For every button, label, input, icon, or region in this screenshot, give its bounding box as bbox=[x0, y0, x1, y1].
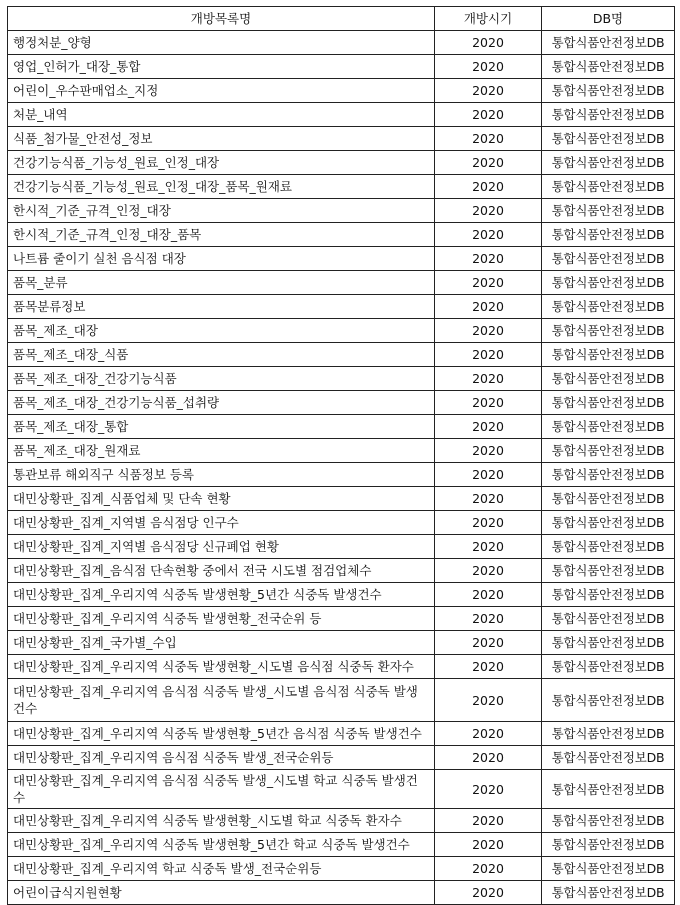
cell-year: 2020 bbox=[435, 343, 542, 367]
cell-name: 대민상황판_집계_우리지역 음식점 식중독 발생_전국순위등 bbox=[8, 746, 435, 770]
table-row bbox=[8, 343, 675, 367]
table-row bbox=[8, 247, 675, 271]
cell-name: 건강기능식품_기능성_원료_인정_대장 bbox=[8, 151, 435, 175]
cell-year: 2020 bbox=[435, 583, 542, 607]
cell-year: 2020 bbox=[435, 607, 542, 631]
cell-db: 통합식품안전정보DB bbox=[542, 770, 675, 809]
cell-db: 통합식품안전정보DB bbox=[542, 103, 675, 127]
cell-name: 품목_제조_대장_통합 bbox=[8, 415, 435, 439]
table-row bbox=[8, 439, 675, 463]
cell-name: 대민상황판_집계_우리지역 식중독 발생현황_시도별 학교 식중독 환자수 bbox=[8, 809, 435, 833]
cell-year: 2020 bbox=[435, 631, 542, 655]
table-row bbox=[8, 175, 675, 199]
cell-name: 대민상황판_집계_우리지역 식중독 발생현황_5년간 식중독 발생건수 bbox=[8, 583, 435, 607]
cell-db: 통합식품안전정보DB bbox=[542, 631, 675, 655]
cell-year: 2020 bbox=[435, 271, 542, 295]
cell-year: 2020 bbox=[435, 881, 542, 905]
cell-name: 품목_제조_대장_원재료 bbox=[8, 439, 435, 463]
table-row bbox=[8, 679, 675, 722]
cell-year: 2020 bbox=[435, 199, 542, 223]
cell-db: 통합식품안전정보DB bbox=[542, 655, 675, 679]
cell-name: 어린이_우수판매업소_지정 bbox=[8, 79, 435, 103]
header-name: 개방목록명 bbox=[8, 7, 435, 31]
cell-name: 대민상황판_집계_우리지역 음식점 식중독 발생_시도별 학교 식중독 발생건수 bbox=[8, 770, 435, 809]
cell-year: 2020 bbox=[435, 463, 542, 487]
cell-db: 통합식품안전정보DB bbox=[542, 722, 675, 746]
table-row bbox=[8, 79, 675, 103]
cell-name: 건강기능식품_기능성_원료_인정_대장_품목_원재료 bbox=[8, 175, 435, 199]
cell-db: 통합식품안전정보DB bbox=[542, 127, 675, 151]
cell-name: 한시적_기준_규격_인정_대장 bbox=[8, 199, 435, 223]
cell-year: 2020 bbox=[435, 319, 542, 343]
cell-name: 품목_제조_대장_식품 bbox=[8, 343, 435, 367]
cell-year: 2020 bbox=[435, 367, 542, 391]
table-row bbox=[8, 487, 675, 511]
cell-year: 2020 bbox=[435, 559, 542, 583]
table-header-row bbox=[8, 7, 675, 31]
cell-db: 통합식품안전정보DB bbox=[542, 223, 675, 247]
cell-year: 2020 bbox=[435, 746, 542, 770]
cell-year: 2020 bbox=[435, 79, 542, 103]
cell-db: 통합식품안전정보DB bbox=[542, 746, 675, 770]
cell-db: 통합식품안전정보DB bbox=[542, 511, 675, 535]
table-row bbox=[8, 199, 675, 223]
cell-db: 통합식품안전정보DB bbox=[542, 367, 675, 391]
cell-db: 통합식품안전정보DB bbox=[542, 881, 675, 905]
table-row bbox=[8, 367, 675, 391]
cell-name: 대민상황판_집계_식품업체 및 단속 현황 bbox=[8, 487, 435, 511]
table-row bbox=[8, 809, 675, 833]
table-row bbox=[8, 857, 675, 881]
cell-year: 2020 bbox=[435, 809, 542, 833]
cell-db: 통합식품안전정보DB bbox=[542, 319, 675, 343]
table-row bbox=[8, 535, 675, 559]
cell-year: 2020 bbox=[435, 679, 542, 722]
cell-db: 통합식품안전정보DB bbox=[542, 415, 675, 439]
cell-db: 통합식품안전정보DB bbox=[542, 151, 675, 175]
cell-name: 대민상황판_집계_음식점 단속현황 중에서 전국 시도별 점검업체수 bbox=[8, 559, 435, 583]
cell-year: 2020 bbox=[435, 655, 542, 679]
cell-name: 대민상황판_집계_우리지역 식중독 발생현황_전국순위 등 bbox=[8, 607, 435, 631]
table-row bbox=[8, 746, 675, 770]
table-body bbox=[8, 31, 675, 905]
cell-db: 통합식품안전정보DB bbox=[542, 55, 675, 79]
cell-year: 2020 bbox=[435, 535, 542, 559]
cell-name: 식품_첨가물_안전성_정보 bbox=[8, 127, 435, 151]
cell-db: 통합식품안전정보DB bbox=[542, 809, 675, 833]
cell-db: 통합식품안전정보DB bbox=[542, 391, 675, 415]
cell-db: 통합식품안전정보DB bbox=[542, 271, 675, 295]
cell-year: 2020 bbox=[435, 151, 542, 175]
cell-name: 대민상황판_집계_지역별 음식점당 신규폐업 현황 bbox=[8, 535, 435, 559]
cell-year: 2020 bbox=[435, 55, 542, 79]
table-row bbox=[8, 463, 675, 487]
cell-db: 통합식품안전정보DB bbox=[542, 343, 675, 367]
cell-year: 2020 bbox=[435, 415, 542, 439]
cell-db: 통합식품안전정보DB bbox=[542, 559, 675, 583]
cell-name: 영업_인허가_대장_통합 bbox=[8, 55, 435, 79]
cell-year: 2020 bbox=[435, 857, 542, 881]
cell-name: 통관보류 해외직구 식품정보 등록 bbox=[8, 463, 435, 487]
cell-db: 통합식품안전정보DB bbox=[542, 535, 675, 559]
cell-db: 통합식품안전정보DB bbox=[542, 679, 675, 722]
table-row bbox=[8, 655, 675, 679]
cell-name: 처분_내역 bbox=[8, 103, 435, 127]
table-row bbox=[8, 319, 675, 343]
table-row bbox=[8, 631, 675, 655]
table-row bbox=[8, 295, 675, 319]
cell-year: 2020 bbox=[435, 511, 542, 535]
table-row bbox=[8, 607, 675, 631]
table-row bbox=[8, 559, 675, 583]
cell-name: 품목분류정보 bbox=[8, 295, 435, 319]
cell-db: 통합식품안전정보DB bbox=[542, 199, 675, 223]
cell-db: 통합식품안전정보DB bbox=[542, 857, 675, 881]
cell-year: 2020 bbox=[435, 833, 542, 857]
cell-db: 통합식품안전정보DB bbox=[542, 247, 675, 271]
table-row bbox=[8, 722, 675, 746]
cell-name: 품목_제조_대장_건강기능식품_섭취량 bbox=[8, 391, 435, 415]
cell-name: 나트륨 줄이기 실천 음식점 대장 bbox=[8, 247, 435, 271]
cell-name: 품목_분류 bbox=[8, 271, 435, 295]
table-row bbox=[8, 271, 675, 295]
cell-name: 대민상황판_집계_우리지역 음식점 식중독 발생_시도별 음식점 식중독 발생건수 bbox=[8, 679, 435, 722]
table-row bbox=[8, 583, 675, 607]
cell-db: 통합식품안전정보DB bbox=[542, 487, 675, 511]
cell-name: 대민상황판_집계_우리지역 학교 식중독 발생_전국순위등 bbox=[8, 857, 435, 881]
table-row bbox=[8, 833, 675, 857]
cell-name: 어린이급식지원현황 bbox=[8, 881, 435, 905]
table-row bbox=[8, 127, 675, 151]
cell-name: 대민상황판_집계_국가별_수입 bbox=[8, 631, 435, 655]
cell-name: 대민상황판_집계_우리지역 식중독 발생현황_5년간 음식점 식중독 발생건수 bbox=[8, 722, 435, 746]
cell-db: 통합식품안전정보DB bbox=[542, 439, 675, 463]
cell-db: 통합식품안전정보DB bbox=[542, 833, 675, 857]
cell-year: 2020 bbox=[435, 223, 542, 247]
cell-year: 2020 bbox=[435, 175, 542, 199]
table-row bbox=[8, 151, 675, 175]
table-row bbox=[8, 770, 675, 809]
cell-name: 대민상황판_집계_우리지역 식중독 발생현황_시도별 음식점 식중독 환자수 bbox=[8, 655, 435, 679]
cell-year: 2020 bbox=[435, 391, 542, 415]
table-row bbox=[8, 55, 675, 79]
cell-db: 통합식품안전정보DB bbox=[542, 175, 675, 199]
table-row bbox=[8, 881, 675, 905]
cell-year: 2020 bbox=[435, 295, 542, 319]
cell-year: 2020 bbox=[435, 722, 542, 746]
table-row bbox=[8, 511, 675, 535]
cell-name: 대민상황판_집계_지역별 음식점당 인구수 bbox=[8, 511, 435, 535]
cell-db: 통합식품안전정보DB bbox=[542, 607, 675, 631]
table-row bbox=[8, 103, 675, 127]
cell-name: 대민상황판_집계_우리지역 식중독 발생현황_5년간 학교 식중독 발생건수 bbox=[8, 833, 435, 857]
table-row bbox=[8, 223, 675, 247]
cell-name: 품목_제조_대장 bbox=[8, 319, 435, 343]
cell-name: 품목_제조_대장_건강기능식품 bbox=[8, 367, 435, 391]
header-db: DB명 bbox=[542, 7, 675, 31]
cell-year: 2020 bbox=[435, 487, 542, 511]
cell-db: 통합식품안전정보DB bbox=[542, 79, 675, 103]
cell-name: 행정처분_양형 bbox=[8, 31, 435, 55]
cell-name: 한시적_기준_규격_인정_대장_품목 bbox=[8, 223, 435, 247]
cell-db: 통합식품안전정보DB bbox=[542, 583, 675, 607]
table-row bbox=[8, 415, 675, 439]
cell-year: 2020 bbox=[435, 31, 542, 55]
cell-db: 통합식품안전정보DB bbox=[542, 31, 675, 55]
cell-year: 2020 bbox=[435, 439, 542, 463]
cell-year: 2020 bbox=[435, 247, 542, 271]
table-row bbox=[8, 391, 675, 415]
header-year: 개방시기 bbox=[435, 7, 542, 31]
cell-year: 2020 bbox=[435, 127, 542, 151]
cell-year: 2020 bbox=[435, 103, 542, 127]
cell-db: 통합식품안전정보DB bbox=[542, 463, 675, 487]
open-data-table bbox=[7, 6, 675, 905]
table-row bbox=[8, 31, 675, 55]
cell-db: 통합식품안전정보DB bbox=[542, 295, 675, 319]
cell-year: 2020 bbox=[435, 770, 542, 809]
